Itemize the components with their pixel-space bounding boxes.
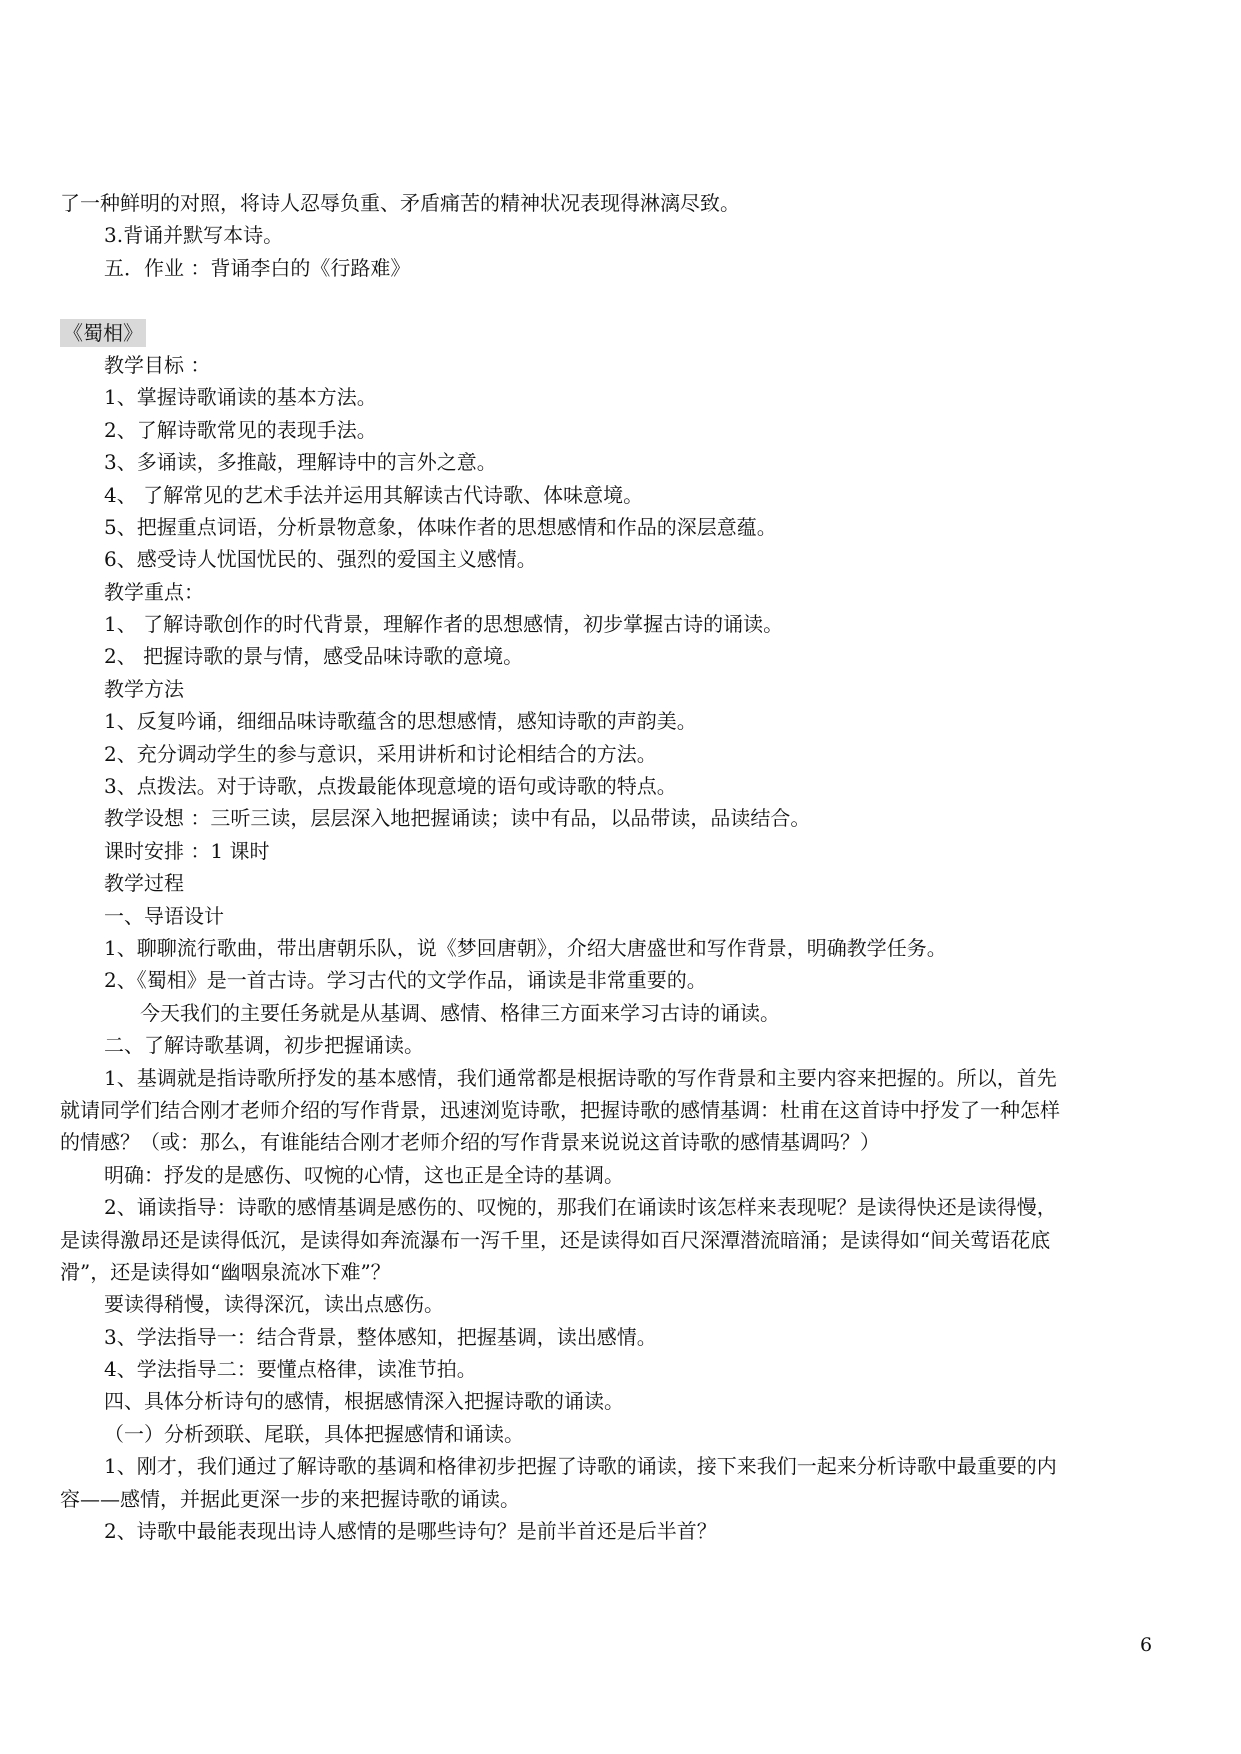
paragraph-line: 1、刚才，我们通过了解诗歌的基调和格律初步把握了诗歌的诵读，接下来我们一起来分析诗歌中最重要的内 xyxy=(104,1454,1057,1479)
paragraph-line: 6、感受诗人忧国忧民的、强烈的爱国主义感情。 xyxy=(104,547,537,572)
paragraph-line: 教学过程 xyxy=(104,871,184,896)
paragraph-line: 教学设想 ：三听三读，层层深入地把握诵读；读中有品，以品带读，品读结合。 xyxy=(104,806,811,831)
paragraph-line: 要读得稍慢，读得深沉，读出点感伤。 xyxy=(104,1292,444,1317)
paragraph-line: 3、学法指导一：结合背景，整体感知，把握基调，读出感情。 xyxy=(104,1324,657,1349)
paragraph-line: 3、点拨法。对于诗歌，点拨最能体现意境的语句或诗歌的特点。 xyxy=(104,774,677,799)
paragraph-line: 1、基调就是指诗歌所抒发的基本感情，我们通常都是根据诗歌的写作背景和主要内容来把握的。所以，首先 xyxy=(104,1065,1057,1090)
paragraph-line: 的情感？（或：那么，有谁能结合刚才老师介绍的写作背景来说说这首诗歌的感情基调吗？） xyxy=(60,1130,880,1155)
paragraph-line: 教学目标 ： xyxy=(104,352,211,377)
paragraph-line: 4、学法指导二：要懂点格律，读准节拍。 xyxy=(104,1357,477,1382)
paragraph-line: 滑”，还是读得如“幽咽泉流冰下难”？ xyxy=(60,1259,391,1284)
paragraph-line: 1、聊聊流行歌曲，带出唐朝乐队，说《梦回唐朝》，介绍大唐盛世和写作背景，明确教学任务。 xyxy=(104,935,947,960)
page-content xyxy=(60,187,1155,1547)
paragraph-line: 5、把握重点词语，分析景物意象，体味作者的思想感情和作品的深层意蕴。 xyxy=(104,514,777,539)
paragraph-line: 3、多诵读，多推敲，理解诗中的言外之意。 xyxy=(104,450,497,475)
paragraph-line: 容——感情，并据此更深一步的来把握诗歌的诵读。 xyxy=(60,1486,520,1511)
paragraph-line: 3.背诵并默写本诗。 xyxy=(104,223,284,248)
paragraph-line: 二、了解诗歌基调，初步把握诵读。 xyxy=(104,1033,424,1058)
paragraph-line: 教学重点： xyxy=(104,579,204,604)
paragraph-line: 今天我们的主要任务就是从基调、感情、格律三方面来学习古诗的诵读。 xyxy=(140,1000,780,1025)
paragraph-line: 课时安排 ：1 课时 xyxy=(104,838,270,863)
paragraph-line: 4、 了解常见的艺术手法并运用其解读古代诗歌、体味意境。 xyxy=(104,482,644,507)
paragraph-line: 1、 了解诗歌创作的时代背景，理解作者的思想感情，初步掌握古诗的诵读。 xyxy=(104,612,784,637)
page-number: 6 xyxy=(1140,1634,1153,1656)
homework-line: 五．作业 ：背诵李白的《行路难》 xyxy=(104,255,411,280)
paragraph-line: 1、反复吟诵，细细品味诗歌蕴含的思想感情，感知诗歌的声韵美。 xyxy=(104,709,697,734)
paragraph-line: 2、了解诗歌常见的表现手法。 xyxy=(104,417,377,442)
paragraph-line: 了一种鲜明的对照，将诗人忍辱负重、矛盾痛苦的精神状况表现得淋漓尽致。 xyxy=(60,191,740,215)
blank-line xyxy=(60,284,1155,316)
paragraph-line: 是读得激昂还是读得低沉，是读得如奔流瀑布一泻千里，还是读得如百尺深潭潜流暗涌；是读得如“间关莺语花底 xyxy=(60,1227,1051,1252)
paragraph-line: 2、诗歌中最能表现出诗人感情的是哪些诗句？是前半首还是后半首？ xyxy=(104,1519,717,1544)
paragraph-line: 四、具体分析诗句的感情，根据感情深入把握诗歌的诵读。 xyxy=(104,1389,624,1414)
paragraph-line: 明确：抒发的是感伤、叹惋的心情，这也正是全诗的基调。 xyxy=(104,1162,624,1187)
paragraph-line: 教学方法 xyxy=(104,676,184,701)
paragraph-line: 2、 把握诗歌的景与情，感受品味诗歌的意境。 xyxy=(104,644,524,669)
paragraph-line: 2、《蜀相》是一首古诗。学习古代的文学作品，诵读是非常重要的。 xyxy=(104,968,707,993)
paragraph-line: 2、诵读指导：诗歌的感情基调是感伤的、叹惋的，那我们在诵读时该怎样来表现呢？是读得快还是读得慢， xyxy=(104,1195,1057,1220)
paragraph-line: 2、充分调动学生的参与意识，采用讲析和讨论相结合的方法。 xyxy=(104,741,657,766)
paragraph-line: 1、掌握诗歌诵读的基本方法。 xyxy=(104,385,377,410)
paragraph-line: （一）分析颈联、尾联，具体把握感情和诵读。 xyxy=(104,1421,524,1446)
section-title: 《蜀相》 xyxy=(60,319,146,347)
paragraph-line: 就请同学们结合刚才老师介绍的写作背景，迅速浏览诗歌，把握诗歌的感情基调：杜甫在这首诗中抒发了一种怎样 xyxy=(60,1097,1060,1122)
paragraph-line: 一、导语设计 xyxy=(104,903,224,928)
